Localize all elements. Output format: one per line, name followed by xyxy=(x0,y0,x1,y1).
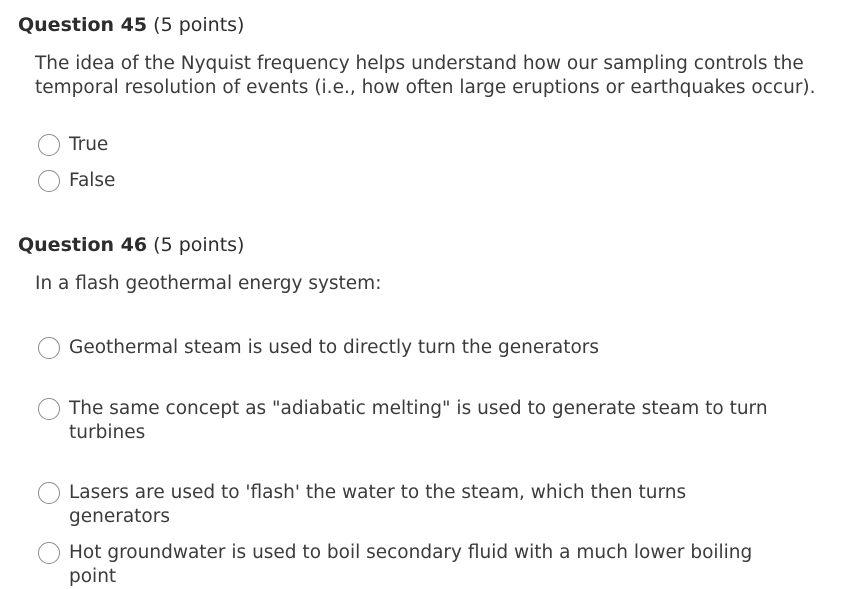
question-points: (5 points) xyxy=(153,14,245,36)
option-label: True xyxy=(69,134,109,155)
question-46-option-4[interactable] xyxy=(38,541,769,589)
option-label: Lasers are used to 'flash' the water to the steam, which then turns generators xyxy=(69,482,687,527)
question-46-option-3[interactable] xyxy=(38,481,769,529)
question-46-text: In a flash geothermal energy system: xyxy=(35,273,382,294)
question-46-header xyxy=(18,234,244,256)
radio-button[interactable] xyxy=(38,170,60,192)
question-45-option-false[interactable] xyxy=(38,169,769,193)
question-45-header xyxy=(18,14,244,36)
radio-button[interactable] xyxy=(38,398,60,420)
radio-button[interactable] xyxy=(38,482,60,504)
option-label: Geothermal steam is used to directly turn the generators xyxy=(69,337,600,358)
question-46-option-2[interactable] xyxy=(38,397,769,445)
question-title: Question 45 xyxy=(18,14,148,36)
radio-button[interactable] xyxy=(38,337,60,359)
question-45-text: The idea of the Nyquist frequency helps understand how our sampling controls the temporal resolution of events (i.e., how often large eruptions or earthquakes occur). xyxy=(35,53,816,98)
radio-button[interactable] xyxy=(38,542,60,564)
option-label: False xyxy=(69,170,116,191)
option-label: The same concept as "adiabatic melting" is used to generate steam to turn turbines xyxy=(69,398,768,443)
radio-button[interactable] xyxy=(38,134,60,156)
option-label: Hot groundwater is used to boil secondary fluid with a much lower boiling point xyxy=(69,542,753,587)
question-46-option-1[interactable] xyxy=(38,336,769,360)
question-title: Question 46 xyxy=(18,234,148,256)
question-points: (5 points) xyxy=(153,234,245,256)
question-45-option-true[interactable] xyxy=(38,133,769,157)
